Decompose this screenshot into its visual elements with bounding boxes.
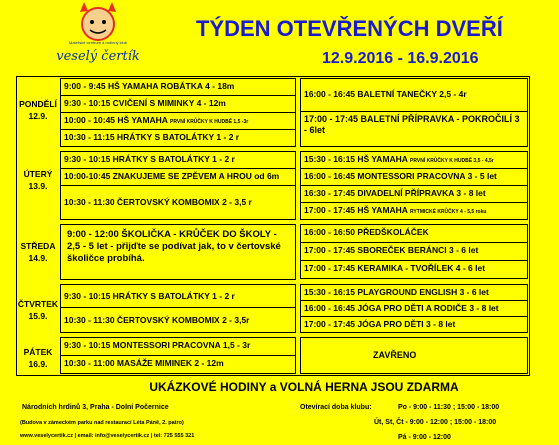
footer-contact: www.veselycertik.cz | email: info@veselycertik.cz | tel: 725 555 321 [20, 433, 195, 439]
closed-label: ZAVŘENO [300, 337, 528, 374]
list-item: 16:00 - 16:45 MONTESSORI PRACOVNA 3 - 5 let [300, 168, 528, 186]
list-item: 10:00-10:45 ZNAKUJEME SE ZPĚVEM A HROU od 6m [60, 168, 296, 186]
footer-headline: UKÁZKOVÉ HODINY a VOLNÁ HERNA JSOU ZDARMA [149, 380, 459, 394]
list-item: 16:00 - 16:45 JÓGA PRO DĚTI A RODIČE 3 - 8 let [300, 300, 528, 317]
list-item: 10:30 - 11:30 ČERTOVSKÝ KOMBOMIX 2 - 3,5r [60, 307, 296, 333]
list-item: 9:00 - 12:00 ŠKOLIČKA - KRŮČEK DO ŠKOLY - 2,5 - 5 let - přijďte se podívat jak, to v čertovské školičce probíhá. [60, 224, 296, 280]
logo-tagline: Mateřské centrum a rodinný klub [68, 40, 128, 45]
list-item: 9:30 - 10:15 HRÁTKY S BATOLÁTKY 1 - 2 r [60, 151, 296, 169]
hours-line: Pá - 9:00 - 12:00 [398, 434, 451, 441]
list-item: 15:30 - 16:15 PLAYGROUND ENGLISH 3 - 6 let [300, 284, 528, 301]
list-item: 16:00 - 16:50 PŘEDŠKOLÁČEK [300, 224, 528, 243]
list-item: 10:30 - 11:30 ČERTOVSKÝ KOMBOMIX 2 - 3,5 r [60, 185, 296, 220]
list-item: 10:00 - 10:45 HŠ YAMAHA PRVNÍ KRŮČKY K HUDBĚ 1,5 -3r [60, 112, 296, 130]
list-item: 9:00 - 9:45 HŠ YAMAHA ROBÁTKA 4 - 18m [60, 78, 296, 96]
list-item: 15:30 - 16:15 HŠ YAMAHA PRVNÍ KRŮČKY K HUDBĚ 3,5 - 4,5r [300, 151, 528, 169]
devil-mascot-icon [70, 2, 126, 42]
hours-line: Út, St, Čt - 9:00 - 12:00 ; 15:00 - 18:00 [374, 419, 497, 426]
list-item: 17:00 - 17:45 JÓGA PRO DĚTI 3 - 8 let [300, 316, 528, 333]
list-item: 16:00 - 16:45 BALETNÍ TANEČKY 2,5 - 4r [300, 78, 528, 112]
logo [52, 2, 144, 68]
day-monday: PONDĚLÍ 12.9. [19, 99, 57, 121]
day-tuesday: ÚTERÝ 13.9. [23, 169, 53, 191]
footer-address: Národních hrdinů 3, Praha - Dolní Počernice [22, 404, 169, 411]
hours-line: Po - 9:00 - 11:30 ; 15:00 - 18:00 [398, 404, 500, 411]
logo-brand: veselý čertík [56, 49, 140, 64]
list-item: 9:30 - 10:15 HRÁTKY S BATOLÁTKY 1 - 2 r [60, 284, 296, 308]
footer-address-note: (Budova v zámeckém parku nad restaurací Léta Páně, 2. patro) [20, 420, 184, 426]
list-item: 16:30 - 17:45 DIVADELNÍ PŘÍPRAVKA 3 - 8 let [300, 185, 528, 203]
list-item: 10:30 - 11:00 MASÁŽE MIMINEK 2 - 12m [60, 355, 296, 374]
day-friday: PÁTEK 16.9. [23, 347, 53, 369]
list-item: 9:30 - 10:15 CVIČENÍ S MIMINKY 4 - 12m [60, 95, 296, 113]
page-title: TÝDEN OTEVŘENÝCH DVEŘÍ [196, 16, 503, 41]
list-item: 17:00 - 17:45 BALETNÍ PŘÍPRAVKA - POKROČILÍ 3 - 6let [300, 111, 528, 147]
date-range: 12.9.2016 - 16.9.2016 [322, 50, 479, 67]
list-item: 17:00 - 17:45 KERAMIKA - TVOŘÍLEK 4 - 6 let [300, 260, 528, 279]
list-item: 9:30 - 10:15 MONTESSORI PRACOVNA 1,5 - 3r [60, 337, 296, 356]
list-item: 17:00 - 17:45 HŠ YAMAHA RYTMICKÉ KRŮČKY 4 - 5,5 roku [300, 202, 528, 220]
day-thursday: ČTVRTEK 15.9. [17, 299, 59, 321]
hours-label: Otevírací doba klubu: [300, 404, 372, 411]
list-item: 10:30 - 11:15 HRÁTKY S BATOLÁTKY 1 - 2 r [60, 129, 296, 147]
day-wednesday: STŘEDA 14.9. [20, 241, 56, 263]
list-item: 17:00 - 17:45 SBOREČEK BERÁNCI 3 - 6 let [300, 242, 528, 261]
